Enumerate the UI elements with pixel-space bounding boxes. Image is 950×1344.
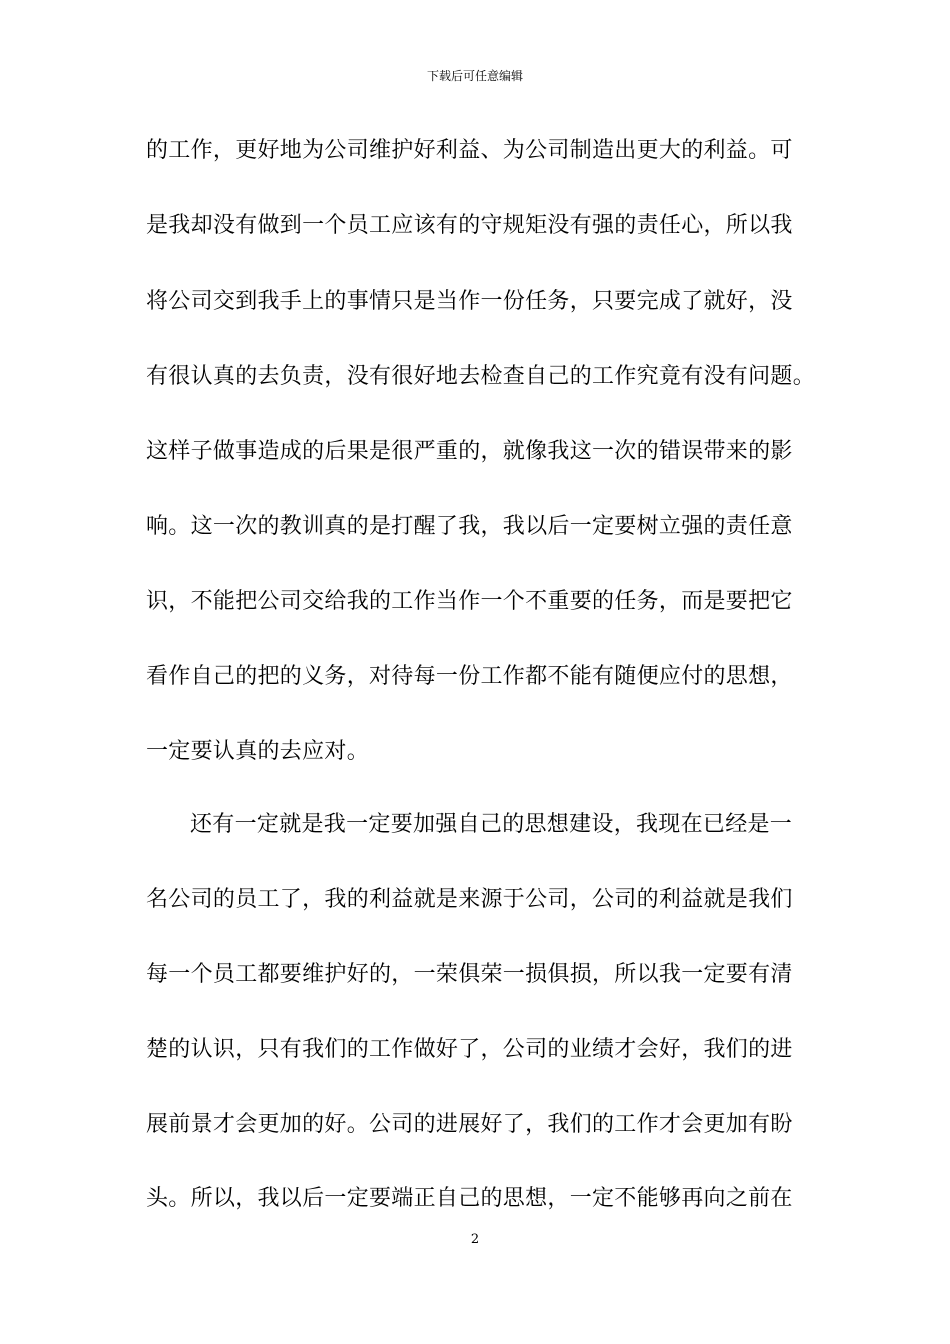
text-line: 展前景才会更加的好。公司的进展好了，我们的工作才会更加有盼	[146, 1112, 793, 1137]
text-line: 名公司的员工了，我的利益就是来源于公司，公司的利益就是我们	[146, 887, 793, 912]
text-line: 的工作，更好地为公司维护好利益、为公司制造出更大的利益。可	[146, 138, 793, 163]
text-line: 楚的认识，只有我们的工作做好了，公司的业绩才会好，我们的进	[146, 1037, 793, 1062]
text-line: 有很认真的去负责，没有很好地去检查自己的工作究竟有没有问题。	[146, 364, 816, 389]
text-line: 每一个员工都要维护好的，一荣俱荣一损俱损，所以我一定要有清	[146, 962, 793, 987]
text-line: 是我却没有做到一个员工应该有的守规矩没有强的责任心，所以我	[146, 213, 793, 238]
text-line: 一定要认真的去应对。	[146, 739, 370, 764]
text-line: 将公司交到我手上的事情只是当作一份任务，只要完成了就好，没	[146, 289, 793, 314]
text-line: 看作自己的把的义务，对待每一份工作都不能有随便应付的思想，	[146, 664, 793, 689]
text-line: 这样子做事造成的后果是很严重的，就像我这一次的错误带来的影	[146, 439, 793, 464]
text-line: 头。所以，我以后一定要端正自己的思想，一定不能够再向之前在	[146, 1186, 793, 1211]
paragraph-first-line: 还有一定就是我一定要加强自己的思想建设，我现在已经是一	[190, 812, 793, 837]
page-number: 2	[470, 1232, 480, 1247]
text-line: 识，不能把公司交给我的工作当作一个不重要的任务，而是要把它	[146, 589, 793, 614]
page-header: 下载后可任意编辑	[426, 69, 523, 83]
text-line: 响。这一次的教训真的是打醒了我，我以后一定要树立强的责任意	[146, 514, 793, 539]
